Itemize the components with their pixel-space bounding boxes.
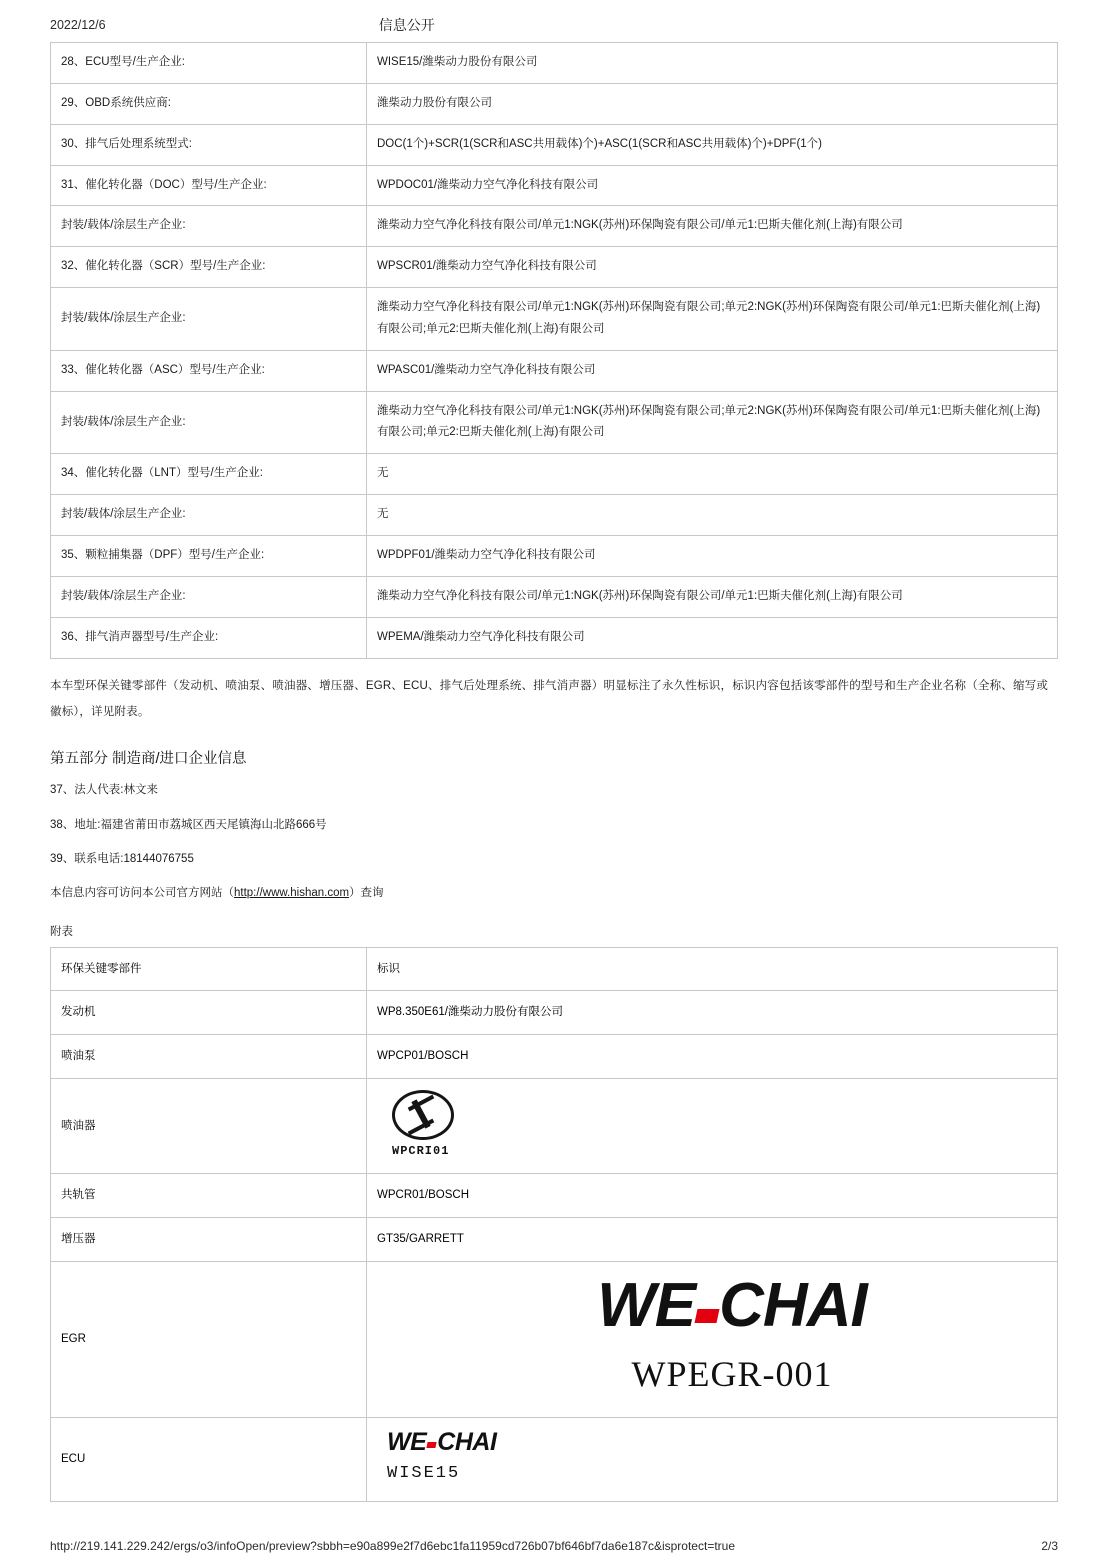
page-title: 信息公开	[378, 17, 435, 33]
browser-print-header	[50, 0, 1058, 42]
table-row	[51, 535, 1058, 576]
table-row	[51, 165, 1058, 206]
table-row	[51, 576, 1058, 617]
row-value: WPDOC01/潍柴动力空气净化科技有限公司	[367, 165, 1058, 206]
row-label: 封装/载体/涂层生产企业:	[51, 391, 367, 454]
row-value: DOC(1个)+SCR(1(SCR和ASC共用载体)个)+ASC(1(SCR和ASC共用载体)个)+DPF(1个)	[367, 124, 1058, 165]
table-header-row	[51, 947, 1058, 991]
emission-parts-table	[50, 42, 1058, 659]
legal-representative: 37、法人代表:林文来	[50, 784, 158, 797]
website-note	[50, 881, 1058, 906]
permanent-marking-note: 本车型环保关键零部件（发动机、喷油泵、喷油器、增压器、EGR、ECU、排气后处理系统、排气消声器）明显标注了永久性标识，标识内容包括该零部件的型号和生产企业名称（全称、缩写或徽标），详见附表。	[50, 679, 1049, 718]
weichai-red-bar	[695, 1309, 720, 1323]
table-row	[51, 991, 1058, 1035]
part-mark-logo	[367, 1418, 1058, 1501]
row-label: 30、排气后处理系统型式:	[51, 124, 367, 165]
table-row	[51, 83, 1058, 124]
row-label: 34、催化转化器（LNT）型号/生产企业:	[51, 454, 367, 495]
table-row	[51, 124, 1058, 165]
row-value: WISE15/潍柴动力股份有限公司	[367, 43, 1058, 84]
part-mark: WPEGR-001	[631, 1353, 833, 1394]
row-value: WPSCR01/潍柴动力空气净化科技有限公司	[367, 247, 1058, 288]
weichai-brand-text-a: WE	[597, 1270, 696, 1340]
row-label: 36、排气消声器型号/生产企业:	[51, 617, 367, 658]
column-header-mark: 标识	[367, 947, 1058, 991]
company-website-link[interactable]: http://www.hishan.com	[234, 887, 350, 900]
bosch-oval-shape	[392, 1090, 454, 1140]
weichai-brand-wordmark	[597, 1270, 867, 1340]
page-url: http://219.141.229.242/ergs/o3/infoOpen/preview?sbbh=e90a899e2f7d6ebc1fa11959cd726b07bf646bf7da6e187c&isprotect=true	[50, 1539, 736, 1553]
weichai-brand-wordmark	[387, 1429, 1047, 1457]
part-mark: WISE15	[387, 1463, 461, 1483]
part-mark: WPCRI01	[392, 1143, 450, 1158]
website-note-suffix: ）查询	[349, 887, 384, 900]
part-name: 共轨管	[51, 1174, 367, 1218]
row-value: WPDPF01/潍柴动力空气净化科技有限公司	[367, 535, 1058, 576]
row-value: WPEMA/潍柴动力空气净化科技有限公司	[367, 617, 1058, 658]
table-row	[51, 1034, 1058, 1078]
section-title-manufacturer: 第五部分 制造商/进口企业信息	[50, 751, 247, 768]
weichai-logo-icon	[377, 1270, 1047, 1407]
attachment-label: 附表	[50, 925, 73, 938]
row-label: 31、催化转化器（DOC）型号/生产企业:	[51, 165, 367, 206]
row-label: 33、催化转化器（ASC）型号/生产企业:	[51, 350, 367, 391]
browser-print-footer	[50, 1539, 1058, 1553]
column-header-part: 环保关键零部件	[51, 947, 367, 991]
table-row	[51, 206, 1058, 247]
contact-phone: 39、联系电话:18144076755	[50, 852, 194, 865]
part-mark-logo	[367, 1261, 1058, 1418]
row-value: 潍柴动力空气净化科技有限公司/单元1:NGK(苏州)环保陶瓷有限公司;单元2:NGK(苏州)环保陶瓷有限公司/单元1:巴斯夫催化剂(上海)有限公司;单元2:巴斯夫催化剂(上海)有限公司	[367, 391, 1058, 454]
row-value: 潍柴动力空气净化科技有限公司/单元1:NGK(苏州)环保陶瓷有限公司/单元1:巴斯夫催化剂(上海)有限公司	[367, 206, 1058, 247]
part-name: 发动机	[51, 991, 367, 1035]
table-row	[51, 1078, 1058, 1174]
part-mark-logo	[367, 1078, 1058, 1174]
row-label: 封装/载体/涂层生产企业:	[51, 206, 367, 247]
table-row	[51, 43, 1058, 84]
row-value: 潍柴动力空气净化科技有限公司/单元1:NGK(苏州)环保陶瓷有限公司;单元2:NGK(苏州)环保陶瓷有限公司/单元1:巴斯夫催化剂(上海)有限公司;单元2:巴斯夫催化剂(上海)有限公司	[367, 288, 1058, 351]
weichai-logo-icon	[377, 1429, 1047, 1489]
part-name: 喷油器	[51, 1078, 367, 1174]
weichai-brand-text-a: WE	[387, 1428, 427, 1457]
row-label: 32、催化转化器（SCR）型号/生产企业:	[51, 247, 367, 288]
part-mark: WP8.350E61/潍柴动力股份有限公司	[367, 991, 1058, 1035]
table-row	[51, 1217, 1058, 1261]
table-row	[51, 617, 1058, 658]
company-address: 38、地址:福建省莆田市荔城区西天尾镇海山北路666号	[50, 818, 327, 831]
page-number: 2/3	[1041, 1539, 1058, 1553]
table-row	[51, 288, 1058, 351]
row-value: 无	[367, 495, 1058, 536]
table-row	[51, 391, 1058, 454]
row-value: 潍柴动力股份有限公司	[367, 83, 1058, 124]
attachment-table	[50, 947, 1058, 1502]
table-row	[51, 454, 1058, 495]
row-label: 29、OBD系统供应商:	[51, 83, 367, 124]
part-name: EGR	[51, 1261, 367, 1418]
row-value: WPASC01/潍柴动力空气净化科技有限公司	[367, 350, 1058, 391]
table-row	[51, 247, 1058, 288]
part-mark: WPCP01/BOSCH	[367, 1034, 1058, 1078]
table-row	[51, 495, 1058, 536]
table-row	[51, 1174, 1058, 1218]
website-note-prefix: 本信息内容可访问本公司官方网站（	[50, 887, 234, 900]
row-value: 无	[367, 454, 1058, 495]
weichai-brand-text-b: CHAI	[719, 1270, 867, 1340]
table-row	[51, 1418, 1058, 1501]
row-value: 潍柴动力空气净化科技有限公司/单元1:NGK(苏州)环保陶瓷有限公司/单元1:巴斯夫催化剂(上海)有限公司	[367, 576, 1058, 617]
row-label: 28、ECU型号/生产企业:	[51, 43, 367, 84]
part-name: 喷油泵	[51, 1034, 367, 1078]
table-row	[51, 1261, 1058, 1418]
weichai-red-bar	[427, 1442, 437, 1448]
row-label: 封装/载体/涂层生产企业:	[51, 576, 367, 617]
row-label: 封装/载体/涂层生产企业:	[51, 288, 367, 351]
bosch-logo-icon	[377, 1090, 1047, 1163]
part-mark: GT35/GARRETT	[367, 1217, 1058, 1261]
row-label: 35、颗粒捕集器（DPF）型号/生产企业:	[51, 535, 367, 576]
part-mark: WPCR01/BOSCH	[367, 1174, 1058, 1218]
part-name: ECU	[51, 1418, 367, 1501]
part-name: 增压器	[51, 1217, 367, 1261]
weichai-brand-text-b: CHAI	[437, 1428, 497, 1457]
bosch-bar-shape	[411, 1099, 430, 1128]
table-row	[51, 350, 1058, 391]
row-label: 封装/载体/涂层生产企业:	[51, 495, 367, 536]
print-date: 2022/12/6	[50, 18, 106, 32]
